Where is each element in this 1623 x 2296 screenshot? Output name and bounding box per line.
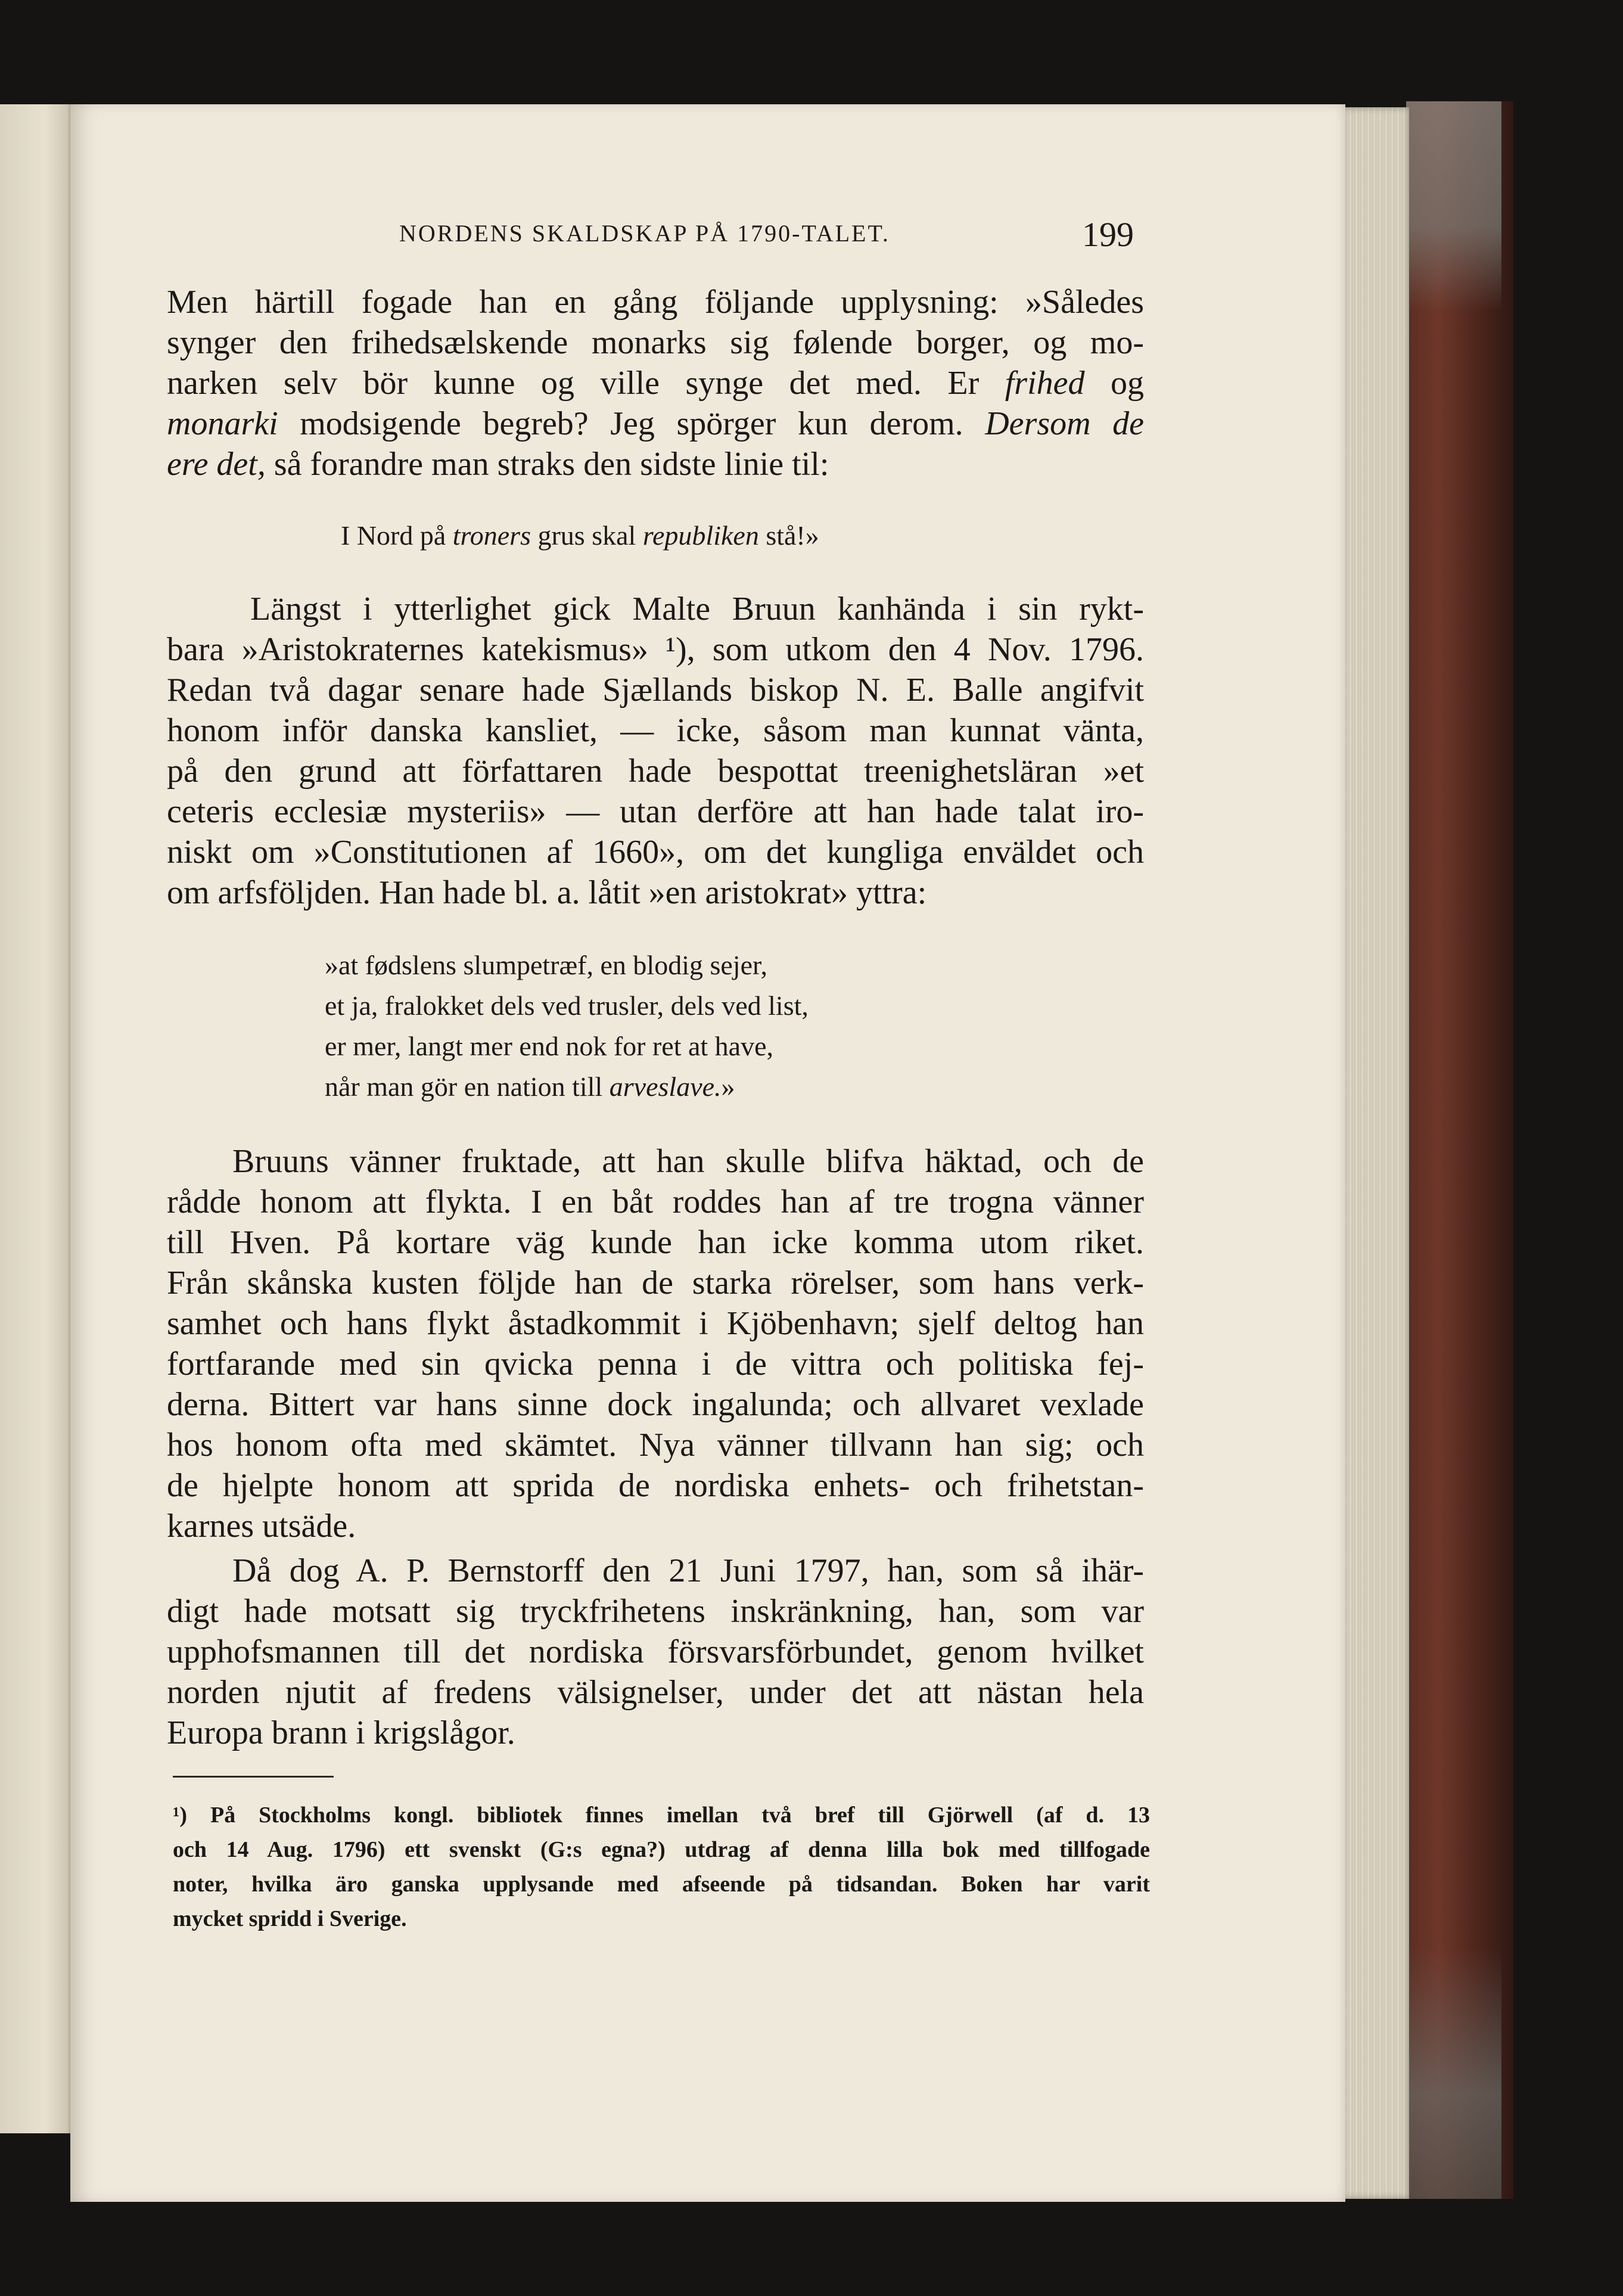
text-line: ceteris ecclesiæ mysteriis» — utan derföre att han hade talat iro- xyxy=(167,793,1144,830)
text-line: på den grund att författaren hade bespottat treenighetsläran »et xyxy=(167,753,1144,790)
text-line: ere det, så forandre man straks den sidste linie til: xyxy=(167,446,829,483)
footnote-line: ¹) På Stockholms kongl. bibliotek finnes imellan två bref till Gjörwell (af d. 13 xyxy=(173,1803,1150,1828)
text-line: Redan två dagar senare hade Sjællands biskop N. E. Balle angifvit xyxy=(167,672,1144,709)
quote-line: »at fødslens slumpetræf, en blodig sejer, xyxy=(325,950,767,980)
footnote-line: noter, hvilka äro ganska upplysande med afseende på tidsandan. Boken har varit xyxy=(173,1872,1150,1897)
text-line: samhet och hans flykt åstadkommit i Kjöbenhavn; sjelf deltog han xyxy=(167,1305,1144,1342)
text-line: karnes utsäde. xyxy=(167,1508,356,1545)
text-line: om arfsföljden. Han hade bl. a. låtit »en aristokrat» yttra: xyxy=(167,874,927,911)
footnote-rule xyxy=(173,1776,334,1778)
page-edges xyxy=(1341,107,1409,2199)
text-line: Från skånska kusten följde han de starka rörelser, som hans verk- xyxy=(167,1264,1144,1301)
text-line: norden njutit af fredens välsignelser, under det att nästan hela xyxy=(167,1674,1144,1711)
page-number: 199 xyxy=(1082,215,1134,254)
text-line: hos honom ofta med skämtet. Nya vänner tillvann han sig; och xyxy=(167,1427,1144,1464)
text-line: Bruuns vänner fruktade, att han skulle blifva häktad, och de xyxy=(232,1143,1144,1180)
text-line: rådde honom att flykta. I en båt roddes han af tre trogna vänner xyxy=(167,1183,1144,1220)
text-line: digt hade motsatt sig tryckfrihetens inskränkning, han, som var xyxy=(167,1593,1144,1630)
book-cover-cloth xyxy=(1406,101,1501,2199)
text-line: Då dog A. P. Bernstorff den 21 Juni 1797, han, som så ihär- xyxy=(232,1552,1144,1589)
text-line: Men härtill fogade han en gång följande upplysning: »Således xyxy=(167,284,1144,321)
text-line: honom inför danska kansliet, — icke, såsom man kunnat vänta, xyxy=(167,712,1144,749)
quote-line: I Nord på troners grus skal republiken stå!» xyxy=(341,520,819,551)
quote-line: et ja, fralokket dels ved trusler, dels ved list, xyxy=(325,990,809,1021)
running-title: NORDENS SKALDSKAP PÅ 1790-TALET. xyxy=(399,220,890,247)
text-line: de hjelpte honom att sprida de nordiska enhets- och frihetstan- xyxy=(167,1467,1144,1504)
text-line: derna. Bittert var hans sinne dock ingalunda; och allvaret vexlade xyxy=(167,1386,1144,1423)
left-page-edge xyxy=(0,104,74,2133)
text-line: upphofsmannen till det nordiska försvarsförbundet, genom hvilket xyxy=(167,1633,1144,1670)
text-line: narken selv bör kunne og ville synge det med. Er frihed og xyxy=(167,365,1144,402)
text-line: bara »Aristokraternes katekismus» ¹), som utkom den 4 Nov. 1796. xyxy=(167,631,1144,668)
text-line: niskt om »Constitutionen af 1660», om det kungliga enväldet och xyxy=(167,834,1144,871)
text-line: synger den frihedsælskende monarks sig følende borger, og mo- xyxy=(167,324,1144,361)
quote-line: når man gör en nation till arveslave.» xyxy=(325,1071,735,1102)
quote-line: er mer, langt mer end nok for ret at have, xyxy=(325,1031,774,1061)
text-line: monarki modsigende begreb? Jeg spörger kun derom. Dersom de xyxy=(167,405,1144,442)
footnote-line: mycket spridd i Sverige. xyxy=(173,1906,407,1931)
text-line: fortfarande med sin qvicka penna i de vittra och politiska fej- xyxy=(167,1346,1144,1382)
footnote-line: och 14 Aug. 1796) ett svenskt (G:s egna?) utdrag af denna lilla bok med tillfogade xyxy=(173,1837,1150,1862)
text-line: Europa brann i krigslågor. xyxy=(167,1714,515,1751)
text-line: Längst i ytterlighet gick Malte Bruun kanhända i sin rykt- xyxy=(250,591,1144,627)
text-line: till Hven. På kortare väg kunde han icke komma utom riket. xyxy=(167,1224,1144,1261)
